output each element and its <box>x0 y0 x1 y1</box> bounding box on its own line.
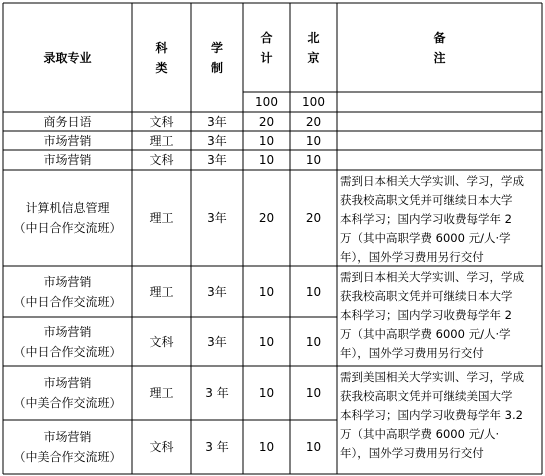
table-row-total: 10 <box>258 386 275 400</box>
header-category: 科 类 <box>155 40 168 75</box>
table-row-category: 文科 <box>149 114 174 129</box>
table-row-duration: 3 年 <box>205 386 229 400</box>
table-row-category: 理工 <box>149 284 174 299</box>
table-row-total: 10 <box>258 153 275 167</box>
table-row-duration: 3年 <box>207 153 227 167</box>
header-beijing: 北 京 <box>307 30 320 65</box>
table-row-duration: 3年 <box>207 334 227 349</box>
table-row-major: 市场营销 （中美合作交流班） <box>13 376 122 410</box>
table-row-beijing: 20 <box>305 114 322 129</box>
header-major-label: 录取专业 <box>43 50 92 65</box>
table-row-beijing: 10 <box>305 133 322 148</box>
table-row-duration: 3年 <box>207 114 227 129</box>
table-row-beijing: 10 <box>305 284 322 299</box>
table-row-total: 20 <box>258 114 275 129</box>
table-row-beijing: 10 <box>305 153 322 167</box>
table-row-beijing: 20 <box>305 211 322 225</box>
table-row-category: 理工 <box>149 386 174 400</box>
table-row-beijing: 10 <box>305 386 322 400</box>
table-row-major: 商务日语 <box>43 114 92 129</box>
table-row-total: 10 <box>258 284 275 299</box>
header-total: 合 计 <box>260 30 273 65</box>
subtotal-total: 100 <box>255 95 278 109</box>
table-row-total: 10 <box>258 440 275 454</box>
subtotal-beijing: 100 <box>302 95 325 109</box>
table-row-beijing: 10 <box>305 334 322 349</box>
table-row-major: 市场营销 （中日合作交流班） <box>13 324 122 359</box>
table-row-major: 市场营销 （中日合作交流班） <box>13 274 122 309</box>
header-major <box>3 3 132 112</box>
header-duration: 学 制 <box>210 40 223 75</box>
table-row-duration: 3年 <box>207 211 227 225</box>
table-row-category: 文科 <box>149 153 174 167</box>
table-row-major: 市场营销 <box>43 153 92 167</box>
table-row-category: 文科 <box>149 334 174 349</box>
table-row-duration: 3 年 <box>205 440 229 454</box>
table-row-category: 理工 <box>149 211 174 225</box>
remark-japan-exchange: 需到日本相关大学实训、学习，学成 获我校高职文凭并可继续日本大学 本科学习；国内学习收费每学年 2 万（其中高职学费 6000 元/人·学 年），国外学习费用另行交付 <box>340 270 524 360</box>
table-row-total: 10 <box>258 334 275 349</box>
table-row-major: 市场营销 <box>43 133 92 148</box>
table-row-category: 理工 <box>149 133 174 148</box>
table-row-major: 计算机信息管理 （中日合作交流班） <box>13 201 122 235</box>
table-row-duration: 3年 <box>207 284 227 299</box>
table-row-total: 10 <box>258 133 275 148</box>
remark-usa-exchange: 需到美国相关大学实训、学习，学成 获我校高职文凭并可继续美国大学 本科学习；国内学习收费每学年 3.2 万（其中高职学费 6000 元/人· 年），国外学习费用另行交付 <box>340 370 524 460</box>
table-row-beijing: 10 <box>305 440 322 454</box>
table-row-major: 市场营销 （中美合作交流班） <box>13 430 122 464</box>
table-row-duration: 3年 <box>207 133 227 148</box>
table-row-category: 文科 <box>149 440 174 454</box>
table-row-total: 20 <box>258 211 275 225</box>
header-remarks: 备 注 <box>433 30 446 65</box>
remark-japan-exchange: 需到日本相关大学实训、学习，学成 获我校高职文凭并可继续日本大学 本科学习；国内学习收费每学年 2 万（其中高职学费 6000 元/人·学 年），国外学习费用另行交付 <box>340 174 524 264</box>
